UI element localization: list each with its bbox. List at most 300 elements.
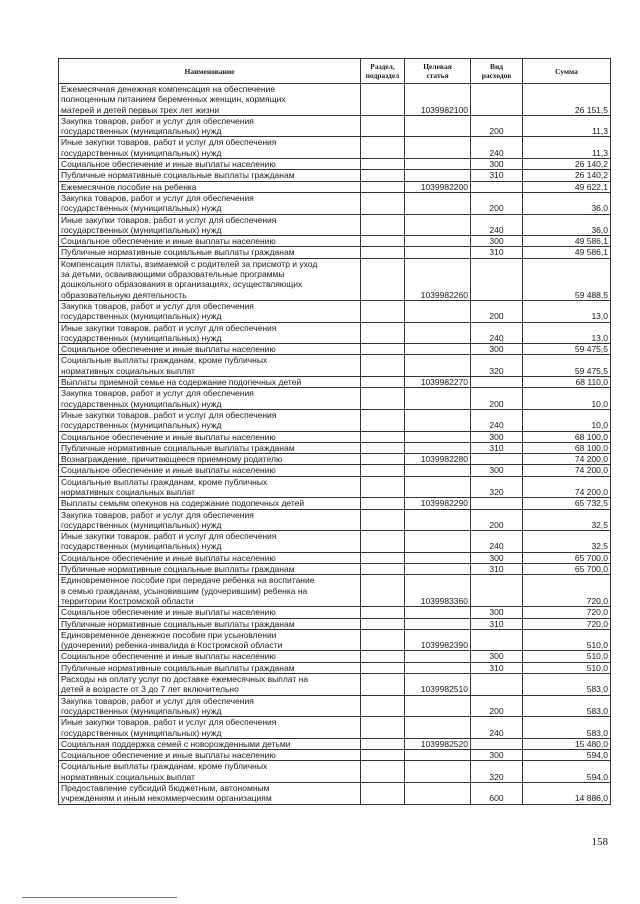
row-target-code [405,247,471,258]
row-name [59,761,361,783]
row-expense-type: 310 [471,564,523,575]
table-row [59,717,611,739]
row-expense-type [471,498,523,509]
row-name [59,84,361,116]
row-name-line: Закупка товаров, работ и услуг для обеспечения [61,115,254,126]
table-row [59,465,611,476]
table-body [59,84,611,805]
row-name [59,258,361,300]
row-sum: 74 200,0 [523,465,611,476]
row-sum: 59 475,5 [523,344,611,355]
table-row [59,322,611,344]
table-row [59,783,611,805]
row-sum: 720,0 [523,618,611,629]
table-row [59,674,611,696]
row-sum: 32,5 [523,509,611,531]
table-row [59,431,611,442]
row-sum: 74 200,0 [523,454,611,465]
row-target-code [405,300,471,322]
table-row [59,214,611,236]
table-row [59,738,611,749]
row-name-line: Социальная поддержка семей с новорожденными детьми [61,738,291,749]
table-row [59,662,611,673]
row-name-line: Ежемесячное пособие на ребенка [61,181,197,192]
row-sum: 11,3 [523,137,611,159]
row-target-code [405,431,471,442]
row-section [361,629,405,651]
row-name-line: матерей и детей первых трех лет жизни [61,104,220,115]
row-section [361,575,405,607]
table-row [59,192,611,214]
row-sum: 36,0 [523,192,611,214]
table-row [59,509,611,531]
row-target-code [405,355,471,377]
row-sum: 13,0 [523,300,611,322]
row-sum: 583,0 [523,674,611,696]
row-name [59,564,361,575]
row-expense-type: 200 [471,695,523,717]
row-target-code: 1039982290 [405,498,471,509]
row-expense-type: 600 [471,783,523,805]
row-expense-type: 310 [471,618,523,629]
row-name-line: Социальное обеспечение и иные выплаты населению [61,651,276,662]
row-section [361,552,405,563]
row-name [59,300,361,322]
row-target-code [405,564,471,575]
row-target-code [405,651,471,662]
row-name-line: нормативных социальных выплат [61,771,195,782]
row-section [361,84,405,116]
row-sum: 26 151,5 [523,84,611,116]
row-sum: 65 700,0 [523,552,611,563]
row-name [59,192,361,214]
row-section [361,750,405,761]
row-expense-type: 200 [471,300,523,322]
row-section [361,651,405,662]
table-row [59,607,611,618]
page-number: 158 [591,836,608,848]
row-sum: 15 480,0 [523,738,611,749]
table-row [59,258,611,300]
row-name [59,322,361,344]
row-section [361,498,405,509]
table-row [59,454,611,465]
row-expense-type [471,181,523,192]
row-section [361,322,405,344]
header-vid-line2: расходов [481,71,512,80]
row-section [361,388,405,410]
row-sum: 59 488,5 [523,258,611,300]
row-sum: 14 886,0 [523,783,611,805]
table-row [59,247,611,258]
row-expense-type: 300 [471,651,523,662]
row-section [361,247,405,258]
row-sum: 11,3 [523,115,611,137]
row-target-code [405,531,471,553]
row-section [361,454,405,465]
row-target-code: 1039982100 [405,84,471,116]
table-row [59,750,611,761]
row-expense-type: 310 [471,247,523,258]
row-target-code [405,236,471,247]
row-name [59,575,361,607]
row-name-line: Закупка товаров, работ и услуг для обеспечения [61,388,254,399]
row-section [361,761,405,783]
row-expense-type [471,629,523,651]
row-target-code [405,476,471,498]
header-code-line2: статья [426,71,449,80]
row-sum: 510,0 [523,651,611,662]
row-name-line: государственных (муниципальных) нужд [61,224,222,235]
row-expense-type: 240 [471,409,523,431]
row-name-line: Социальное обеспечение и иные выплаты населению [61,344,276,355]
row-target-code [405,465,471,476]
header-sum: Сумма [523,59,611,84]
table-row [59,629,611,651]
row-name-line: Расходы на оплату услуг по доставке ежемесячных выплат на [61,674,309,685]
table-row [59,300,611,322]
row-name [59,738,361,749]
row-name-line: за детьми, осваивающими образовательные программы [61,269,285,280]
row-section [361,258,405,300]
table-row [59,531,611,553]
row-name-line: Предоставление субсидий бюджетным, автономным [61,783,270,793]
row-target-code [405,618,471,629]
row-name-line: государственных (муниципальных) нужд [61,332,222,343]
row-expense-type: 300 [471,431,523,442]
row-name [59,170,361,181]
footer-rule [22,897,177,898]
row-name-line: Выплаты семьям опекунов на содержание подопечных детей [61,498,305,509]
row-section [361,564,405,575]
row-target-code [405,115,471,137]
row-name-line: Социальные выплаты гражданам, кроме публичных [61,476,268,487]
row-name [59,783,361,805]
row-name-line: Вознаграждение, причитающееся приемному родителю [61,454,283,465]
table-row [59,564,611,575]
row-name [59,115,361,137]
header-target-code [405,59,471,84]
row-expense-type [471,674,523,696]
row-sum: 510,0 [523,629,611,651]
row-name-line: государственных (муниципальных) нужд [61,519,222,530]
row-name-line: Социальное обеспечение и иные выплаты населению [61,159,276,170]
row-target-code [405,509,471,531]
table-row [59,552,611,563]
row-expense-type: 300 [471,159,523,170]
row-expense-type: 240 [471,531,523,553]
row-expense-type: 240 [471,717,523,739]
header-row [59,59,611,84]
table-row [59,442,611,453]
row-name-line: Социальные выплаты гражданам, кроме публичных [61,761,268,772]
table-row [59,355,611,377]
row-sum: 583,0 [523,717,611,739]
row-sum: 65 700,0 [523,564,611,575]
row-target-code [405,409,471,431]
row-name-line: Публичные нормативные социальные выплаты гражданам [61,442,295,453]
row-expense-type: 300 [471,552,523,563]
row-section [361,738,405,749]
row-sum: 49 586,1 [523,236,611,247]
table-row [59,159,611,170]
row-name-line: Иные закупки товаров, работ и услуг для обеспечения [61,531,277,542]
row-sum: 10,0 [523,409,611,431]
row-sum: 510,0 [523,662,611,673]
row-section [361,355,405,377]
row-name-line: Иные закупки товаров, работ и услуг для обеспечения [61,409,277,420]
row-sum: 720,0 [523,607,611,618]
table-row [59,498,611,509]
row-name-line: государственных (муниципальных) нужд [61,203,222,214]
row-sum: 583,0 [523,695,611,717]
row-sum: 10,0 [523,388,611,410]
row-section [361,377,405,388]
row-expense-type: 320 [471,355,523,377]
row-section [361,159,405,170]
row-sum: 594,0 [523,761,611,783]
row-target-code [405,717,471,739]
row-sum: 13,0 [523,322,611,344]
row-section [361,300,405,322]
row-expense-type: 320 [471,761,523,783]
row-expense-type: 310 [471,170,523,181]
row-section [361,170,405,181]
row-name [59,344,361,355]
header-expense-type [471,59,523,84]
row-name-line: Иные закупки товаров, работ и услуг для обеспечения [61,322,277,333]
row-section [361,442,405,453]
row-name-line: Иные закупки товаров, работ и услуг для обеспечения [61,137,277,148]
header-section-line2: подраздел [365,71,400,80]
row-target-code [405,214,471,236]
table-row [59,761,611,783]
row-section [361,476,405,498]
table-row [59,236,611,247]
row-name [59,236,361,247]
row-sum: 68 100,0 [523,442,611,453]
row-sum: 26 140,2 [523,159,611,170]
row-name-line: Публичные нормативные социальные выплаты гражданам [61,618,295,629]
row-name-line: учреждениям и иным некоммерческим организациям [61,793,272,804]
row-expense-type: 200 [471,509,523,531]
row-target-code [405,170,471,181]
row-name [59,498,361,509]
row-name [59,662,361,673]
row-name-line: Социальное обеспечение и иные выплаты населению [61,465,276,476]
row-section [361,115,405,137]
row-section [361,192,405,214]
row-expense-type: 300 [471,750,523,761]
row-name [59,509,361,531]
row-name [59,552,361,563]
table-row [59,476,611,498]
row-target-code: 1039982280 [405,454,471,465]
table-row [59,137,611,159]
row-name-line: детей в возрасте от 3 до 7 лет включительно [61,684,239,695]
row-expense-type: 240 [471,322,523,344]
row-name-line: Единовременное денежное пособие при усыновлении [61,629,277,640]
row-name [59,717,361,739]
row-target-code: 1039982260 [405,258,471,300]
row-name [59,355,361,377]
row-section [361,717,405,739]
row-name-line: Публичные нормативные социальные выплаты гражданам [61,662,295,673]
row-sum: 594,0 [523,750,611,761]
row-name-line: Иные закупки товаров, работ и услуг для обеспечения [61,214,277,225]
row-section [361,137,405,159]
row-target-code: 1039982270 [405,377,471,388]
row-target-code [405,192,471,214]
row-name [59,159,361,170]
table-row [59,575,611,607]
row-expense-type: 200 [471,388,523,410]
row-section [361,618,405,629]
header-section-line1: Раздел, [370,62,395,71]
row-section [361,662,405,673]
row-name-line: нормативных социальных выплат [61,486,195,497]
row-name [59,409,361,431]
row-target-code [405,442,471,453]
row-name-line: государственных (муниципальных) нужд [61,311,222,322]
row-name-line: Закупка товаров, работ и услуг для обеспечения [61,509,254,520]
row-target-code [405,761,471,783]
table-row [59,115,611,137]
table-row [59,344,611,355]
row-expense-type [471,258,523,300]
row-name [59,388,361,410]
row-sum: 68 110,0 [523,377,611,388]
header-code-line1: Целевая [423,62,452,71]
row-name [59,377,361,388]
row-target-code: 1039982200 [405,181,471,192]
row-section [361,409,405,431]
row-name [59,214,361,236]
row-sum: 59 475,5 [523,355,611,377]
table-row [59,651,611,662]
row-section [361,695,405,717]
row-sum: 32,5 [523,531,611,553]
row-expense-type [471,377,523,388]
row-name-line: Социальное обеспечение и иные выплаты населению [61,431,276,442]
row-section [361,214,405,236]
row-target-code [405,552,471,563]
row-section [361,344,405,355]
row-target-code: 1039983360 [405,575,471,607]
table-row [59,181,611,192]
row-name-line: образовательную деятельность [61,289,187,300]
row-name-line: в семью гражданам, усыновившим (удочерившим) ребенка на [61,585,308,596]
row-target-code [405,695,471,717]
row-name-line: государственных (муниципальных) нужд [61,705,222,716]
row-expense-type: 300 [471,236,523,247]
row-expense-type: 240 [471,137,523,159]
row-name-line: Публичные нормативные социальные выплаты гражданам [61,564,295,575]
row-sum: 720,0 [523,575,611,607]
row-name-line: государственных (муниципальных) нужд [61,541,222,552]
table-row [59,618,611,629]
row-name-line: государственных (муниципальных) нужд [61,727,222,738]
row-name [59,629,361,651]
row-name-line: Ежемесячная денежная компенсация на обеспечение [61,84,276,94]
row-expense-type: 300 [471,344,523,355]
row-name [59,476,361,498]
row-name [59,607,361,618]
row-name [59,695,361,717]
header-name: Наименование [59,59,361,84]
row-expense-type: 240 [471,214,523,236]
row-name-line: (удочерении) ребенка-инвалида в Костромской области [61,640,283,651]
row-expense-type: 300 [471,607,523,618]
row-name-line: Закупка товаров, работ и услуг для обеспечения [61,192,254,203]
row-expense-type: 200 [471,192,523,214]
row-name-line: территории Костромской области [61,595,194,606]
row-target-code [405,137,471,159]
row-sum: 49 622,1 [523,181,611,192]
header-section [361,59,405,84]
row-expense-type [471,84,523,116]
row-name [59,454,361,465]
row-name-line: Закупка товаров, работ и услуг для обеспечения [61,695,254,706]
row-name [59,137,361,159]
row-target-code [405,662,471,673]
table-row [59,388,611,410]
row-section [361,236,405,247]
row-name-line: нормативных социальных выплат [61,365,195,376]
row-target-code [405,159,471,170]
row-name-line: государственных (муниципальных) нужд [61,147,222,158]
row-target-code [405,322,471,344]
row-name-line: Компенсация платы, взимаемой с родителей за присмотр и уход [61,258,318,269]
row-name-line: государственных (муниципальных) нужд [61,398,222,409]
row-name [59,531,361,553]
row-name [59,181,361,192]
row-expense-type: 310 [471,662,523,673]
table-row [59,409,611,431]
row-target-code: 1039982390 [405,629,471,651]
table-row [59,377,611,388]
row-name [59,618,361,629]
row-expense-type: 200 [471,115,523,137]
row-section [361,607,405,618]
row-name-line: Социальное обеспечение и иные выплаты населению [61,552,276,563]
row-section [361,783,405,805]
row-name [59,465,361,476]
row-sum: 26 140,2 [523,170,611,181]
header-vid-line1: Вид [489,62,504,71]
row-name [59,674,361,696]
row-section [361,509,405,531]
row-expense-type [471,454,523,465]
row-section [361,465,405,476]
row-expense-type [471,738,523,749]
row-name-line: Социальные выплаты гражданам, кроме публичных [61,355,268,366]
row-target-code: 1039982510 [405,674,471,696]
table-header [59,59,611,84]
row-name-line: дошкольного образования в организациях, осуществляющих [61,279,303,290]
row-expense-type: 310 [471,442,523,453]
row-expense-type [471,575,523,607]
row-name-line: Публичные нормативные социальные выплаты гражданам [61,170,295,181]
row-name-line: Иные закупки товаров, работ и услуг для обеспечения [61,717,277,728]
row-name [59,431,361,442]
row-section [361,531,405,553]
row-name-line: государственных (муниципальных) нужд [61,420,222,431]
row-section [361,181,405,192]
row-target-code [405,607,471,618]
row-expense-type: 300 [471,465,523,476]
row-expense-type: 320 [471,476,523,498]
